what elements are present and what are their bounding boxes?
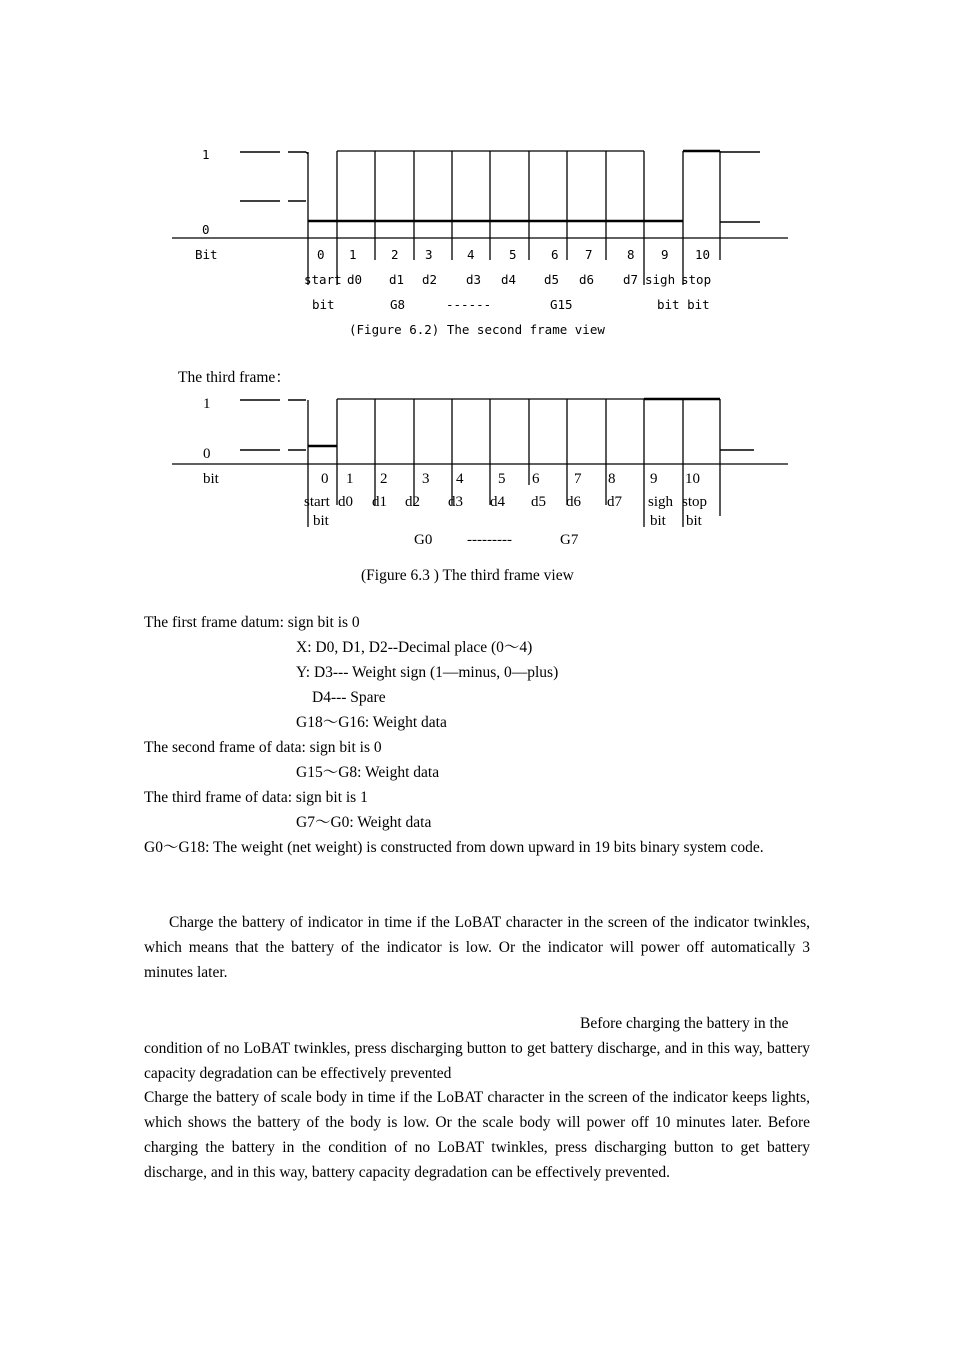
fig2-bit-num: 0 <box>317 247 325 262</box>
fig2-bit-num: 8 <box>627 247 635 262</box>
fig2-bit-num: 7 <box>585 247 593 262</box>
paragraph-scale-battery: Charge the battery of scale body in time if the LoBAT character in the screen of the indicator keeps lights, which shows the battery of the body is low. Or the scale body will power off 10 minutes later. Before charging the battery in the condition of no LoBAT twinkles, press discharging button to get battery discharge, and in this way, battery capacity degradation can be effectively prevented. <box>144 1089 810 1181</box>
fig3-bit-num: 10 <box>685 471 700 487</box>
fig3-caption: (Figure 6.3 ) The third frame view <box>361 567 574 584</box>
fig2-bit-num: 1 <box>349 247 357 262</box>
fig2-group: bit <box>312 297 335 312</box>
fig2-field: d3 <box>466 272 482 287</box>
fig2-bit-num: 9 <box>661 247 669 262</box>
fig3-field: sigh <box>648 494 674 510</box>
fig3-field: stop <box>682 494 708 510</box>
fig2-bit-num: 3 <box>425 247 433 262</box>
fig2-field: d5 <box>544 272 560 287</box>
fig3-group: G0 <box>414 532 433 548</box>
fig3-level-0: 0 <box>203 446 211 462</box>
fig3-field: d5 <box>531 494 546 510</box>
fig3-field-names <box>304 494 707 510</box>
desc-x: X: D0, D1, D2--Decimal place (0～4) <box>296 639 533 656</box>
fig3-field: d1 <box>372 494 387 510</box>
fig2-bit-numbers <box>317 247 710 262</box>
figure-6-3-waveform <box>0 390 954 590</box>
desc-g7-g0: G7～G0: Weight data <box>296 814 432 831</box>
fig2-reference-lines <box>240 152 760 222</box>
fig3-heading: The third frame： <box>178 369 291 386</box>
fig3-bit-word: bit <box>313 513 329 529</box>
fig2-level-1: 1 <box>202 147 210 162</box>
fig2-field-names <box>304 272 711 287</box>
fig2-group: G15 <box>550 297 573 312</box>
fig3-reference-lines <box>240 400 754 450</box>
fig2-field: d7 <box>623 272 639 287</box>
fig3-bit-num: 1 <box>346 471 354 487</box>
fig3-group: G7 <box>560 532 579 548</box>
fig2-field: stop <box>681 272 712 287</box>
fig3-level-1: 1 <box>203 396 211 412</box>
fig2-caption: (Figure 6.2) The second frame view <box>349 322 605 337</box>
fig3-bit-word: bit <box>650 513 666 529</box>
fig2-level-0: 0 <box>202 222 210 237</box>
fig2-bit-label: Bit <box>195 247 218 262</box>
fig2-field: d6 <box>579 272 595 287</box>
desc-third-frame: The third frame of data: sign bit is 1 <box>144 789 368 806</box>
fig2-field: d4 <box>501 272 517 287</box>
desc-y: Y: D3--- Weight sign (1—minus, 0—plus) <box>296 664 559 681</box>
fig2-bit-num: 6 <box>551 247 559 262</box>
fig2-high-signal <box>306 151 720 154</box>
fig3-bit-num: 0 <box>321 471 329 487</box>
fig3-bit-num: 9 <box>650 471 658 487</box>
fig3-field: d4 <box>490 494 505 510</box>
fig3-bit-num: 7 <box>574 471 582 487</box>
desc-g18-g16: G18～G16: Weight data <box>296 714 447 731</box>
fig2-group-row <box>312 297 710 312</box>
fig3-bit-word: bit <box>686 513 702 529</box>
desc-g0-g18: G0～G18: The weight (net weight) is constructed from down upward in 19 bits binary system code. <box>144 839 764 856</box>
fig3-field: start <box>304 494 330 510</box>
fig2-bit-num: 2 <box>391 247 399 262</box>
desc-first-frame: The first frame datum: sign bit is 0 <box>144 614 360 631</box>
paragraph-charging-first-line: Before charging the battery in the <box>580 1015 789 1032</box>
fig3-bit-label: bit <box>203 471 219 487</box>
fig2-field: sigh <box>645 272 676 287</box>
fig2-group: bit bit <box>657 297 710 312</box>
fig3-bit-num: 8 <box>608 471 616 487</box>
desc-second-frame: The second frame of data: sign bit is 0 <box>144 739 382 756</box>
figure-6-2-waveform <box>0 140 954 340</box>
fig3-group-row <box>414 532 579 548</box>
fig3-bit-num: 6 <box>532 471 540 487</box>
paragraph-charging-rest: condition of no LoBAT twinkles, press discharging button to get battery discharge, and in this way, battery capacity degradation can be effectively prevented <box>144 1040 810 1082</box>
fig2-bit-boundaries <box>308 151 720 285</box>
fig3-field: d7 <box>607 494 622 510</box>
fig3-field: d2 <box>405 494 420 510</box>
fig3-field: d3 <box>448 494 463 510</box>
fig3-group: --------- <box>467 532 512 548</box>
fig2-group: G8 <box>390 297 406 312</box>
fig3-bit-num: 2 <box>380 471 388 487</box>
fig3-bit-numbers <box>321 471 700 487</box>
desc-d4: D4--- Spare <box>312 689 386 706</box>
fig3-bit-num: 4 <box>456 471 464 487</box>
fig2-group: ------ <box>446 297 492 312</box>
fig3-field: d6 <box>566 494 581 510</box>
fig2-bit-num: 4 <box>467 247 475 262</box>
fig2-field: d1 <box>389 272 405 287</box>
fig2-bit-num: 5 <box>509 247 517 262</box>
fig3-bit-num: 5 <box>498 471 506 487</box>
fig2-field: d0 <box>347 272 363 287</box>
fig3-field: d0 <box>338 494 353 510</box>
fig2-field: start <box>304 272 342 287</box>
fig2-bit-num: 10 <box>695 247 711 262</box>
fig2-field: d2 <box>422 272 438 287</box>
fig3-bit-num: 3 <box>422 471 430 487</box>
paragraph-indicator-battery: Charge the battery of indicator in time if the LoBAT character in the screen of the indicator twinkles, which means that the battery of the indicator is low. Or the indicator will power off automatically 3 minutes later. <box>144 914 810 981</box>
desc-g15-g8: G15～G8: Weight data <box>296 764 440 781</box>
